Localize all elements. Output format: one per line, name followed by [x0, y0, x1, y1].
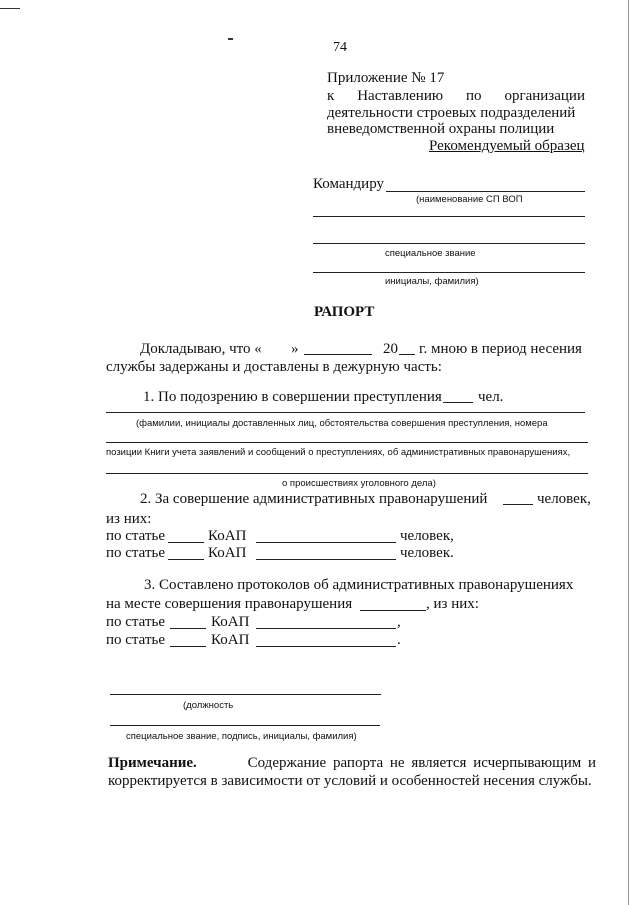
addressee-caption-rank: специальное звание: [385, 248, 476, 259]
signature-caption1: (должность: [183, 700, 234, 711]
article-blank: [168, 559, 204, 560]
document-title: РАПОРТ: [314, 304, 375, 320]
section2-row1-code: КоАП: [208, 528, 247, 544]
article-blank: [168, 542, 204, 543]
section3-row2-code: КоАП: [211, 632, 250, 648]
section1-line: [106, 412, 585, 413]
section3-row1-end: ,: [397, 614, 401, 630]
section3-row2-label: по статье: [106, 632, 165, 648]
note-line1: [108, 755, 596, 772]
article-detail-blank: [256, 559, 396, 560]
section1-text: 1. По подозрению в совершении преступления: [143, 389, 442, 405]
signature-name-line: [110, 725, 380, 726]
scan-mark: [0, 8, 20, 9]
addressee-line: [313, 243, 585, 244]
appendix-line2: деятельности строевых подразделений: [327, 105, 576, 121]
intro-part2: »: [291, 341, 299, 357]
section2-row1-label: по статье: [106, 528, 165, 544]
section1-count-blank: [443, 402, 473, 403]
section1-line: [106, 473, 588, 474]
article-detail-blank: [256, 542, 396, 543]
article-detail-blank: [256, 628, 396, 629]
section3-row2-end: .: [397, 632, 401, 648]
section2-count-blank: [503, 504, 533, 505]
appendix-word: по: [465, 88, 482, 104]
section1-caption3: о происшествиях уголовного дела): [282, 478, 436, 489]
section1-unit: чел.: [478, 389, 504, 405]
signature-position-line: [110, 694, 381, 695]
page-number: 74: [333, 40, 347, 55]
appendix-word: Наставлению: [357, 88, 444, 104]
intro-part1: Докладываю, что «: [140, 341, 262, 357]
addressee-caption-unit: (наименование СП ВОП: [416, 194, 523, 205]
scan-mark: [228, 38, 233, 40]
section2-unit: человек,: [537, 491, 591, 507]
note-line2: корректируется в зависимости от условий и особенностей несения службы.: [108, 773, 592, 789]
section3-row1-label: по статье: [106, 614, 165, 630]
article-detail-blank: [256, 646, 396, 647]
section3-line2-end: , из них:: [426, 596, 479, 612]
addressee-line: [313, 272, 585, 273]
month-blank: [304, 354, 372, 355]
sample-label: Рекомендуемый образец: [429, 138, 585, 154]
section2-row2-unit: человек.: [400, 545, 454, 561]
section1-line: [106, 442, 588, 443]
section2-row2-label: по статье: [106, 545, 165, 561]
note-line1-rest: Содержание рапорта не является исчерпывающим и: [247, 755, 596, 771]
section3-line1-text: 3. Составлено протоколов об административных правонарушениях: [144, 577, 574, 593]
section3-line2: на месте совершения правонарушения: [106, 596, 353, 612]
appendix-line3: вневедомственной охраны полиции: [327, 121, 555, 137]
addressee-label: Командиру: [313, 176, 385, 192]
note-label: Примечание.: [108, 755, 197, 771]
appendix-line1: [327, 88, 585, 105]
intro-part4: г. мною в период несения: [419, 341, 582, 357]
intro-line2: службы задержаны и доставлены в дежурную часть:: [106, 359, 442, 375]
addressee-line: [386, 191, 585, 192]
section2-of-them: из них:: [106, 511, 152, 527]
appendix-word: к: [327, 88, 335, 104]
section2-text: 2. За совершение административных правонарушений: [140, 491, 488, 507]
scan-mark: [628, 0, 629, 905]
addressee-caption-name: инициалы, фамилия): [385, 276, 479, 287]
section3-line1: [144, 577, 588, 594]
addressee-line: [313, 216, 585, 217]
appendix-word: организации: [504, 88, 585, 104]
intro-part3: 20: [383, 341, 398, 357]
year-blank: [399, 354, 415, 355]
section2-row2-code: КоАП: [208, 545, 247, 561]
signature-caption2: специальное звание, подпись, инициалы, фамилия): [126, 731, 357, 742]
section2-row1-unit: человек,: [400, 528, 454, 544]
article-blank: [170, 628, 206, 629]
section1-caption1: (фамилии, инициалы доставленных лиц, обстоятельства совершения преступления, номера: [136, 418, 548, 429]
article-blank: [170, 646, 206, 647]
section1-caption2: позиции Книги учета заявлений и сообщений о преступлениях, об административных правонарушениях,: [106, 447, 571, 458]
appendix-title: Приложение № 17: [327, 70, 445, 86]
section3-row1-code: КоАП: [211, 614, 250, 630]
protocol-count-blank: [360, 610, 426, 611]
